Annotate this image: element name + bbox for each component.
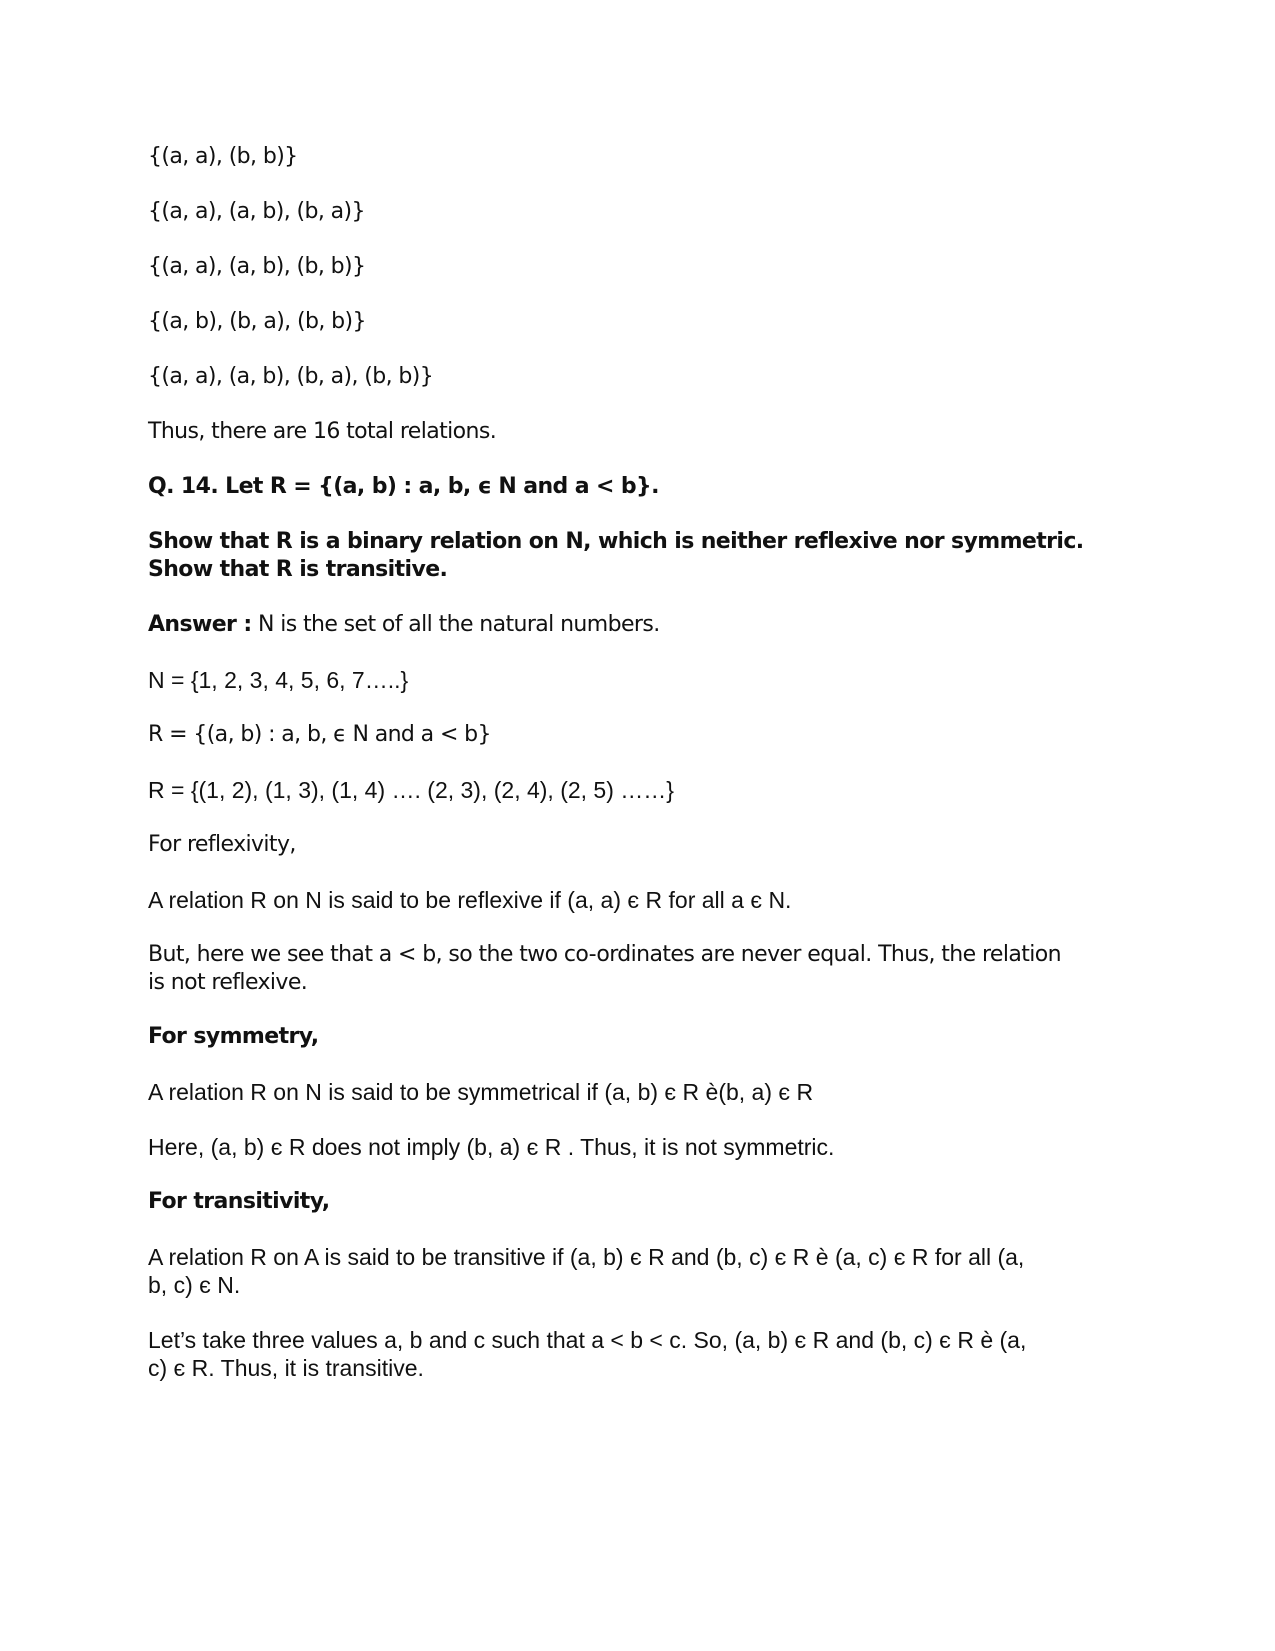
reflexivity-heading: For reflexivity, [148,832,296,857]
transitive-explanation-line-2: c) є R. Thus, it is transitive. [148,1355,424,1381]
transitive-explanation-line-1: Let’s take three values a, b and c such that a < b < c. So, (a, b) є R and (b, c) є R è (a, [148,1327,1027,1353]
relation-line-3: {(a, a), (a, b), (b, b)} [148,254,366,279]
relation-r-definition: R = {(a, b) : a, b, ϵ N and a < b} [148,722,491,747]
question-title: Q. 14. Let R = {(a, b) : a, b, ϵ N and a < b}. [148,474,659,499]
reflexive-definition: A relation R on N is said to be reflexive if (a, a) є R for all a є N. [148,887,792,913]
relation-line-5: {(a, a), (a, b), (b, a), (b, b)} [148,364,434,389]
relation-r-list: R = {(1, 2), (1, 3), (1, 4) …. (2, 3), (2, 4), (2, 5) ……} [148,777,674,803]
relation-line-4: {(a, b), (b, a), (b, b)} [148,309,366,334]
question-line-1: Show that R is a binary relation on N, which is neither reflexive nor symmetric. [148,529,1084,554]
set-n-definition: N = {1, 2, 3, 4, 5, 6, 7…..} [148,667,409,693]
symmetric-explanation: Here, (a, b) є R does not imply (b, a) є R . Thus, it is not symmetric. [148,1134,835,1160]
answer-intro [148,611,660,639]
conclusion-text: Thus, there are 16 total relations. [148,419,497,444]
transitivity-heading: For transitivity, [148,1189,330,1214]
question-line-2: Show that R is transitive. [148,557,448,582]
symmetric-definition: A relation R on N is said to be symmetrical if (a, b) є R è(b, a) є R [148,1079,814,1105]
relation-line-1: {(a, a), (b, b)} [148,144,298,169]
reflexive-explanation-line-2: is not reflexive. [148,970,308,995]
transitive-definition-line-2: b, c) є N. [148,1272,241,1298]
answer-intro-text: N is the set of all the natural numbers. [251,612,660,637]
transitive-definition-line-1: A relation R on A is said to be transitive if (a, b) є R and (b, c) є R è (a, c) є R for all (a, [148,1244,1025,1270]
reflexive-explanation-line-1: But, here we see that a < b, so the two co-ordinates are never equal. Thus, the relation [148,942,1061,967]
symmetry-heading: For symmetry, [148,1024,319,1049]
relation-line-2: {(a, a), (a, b), (b, a)} [148,199,365,224]
answer-label: Answer : [148,612,252,637]
